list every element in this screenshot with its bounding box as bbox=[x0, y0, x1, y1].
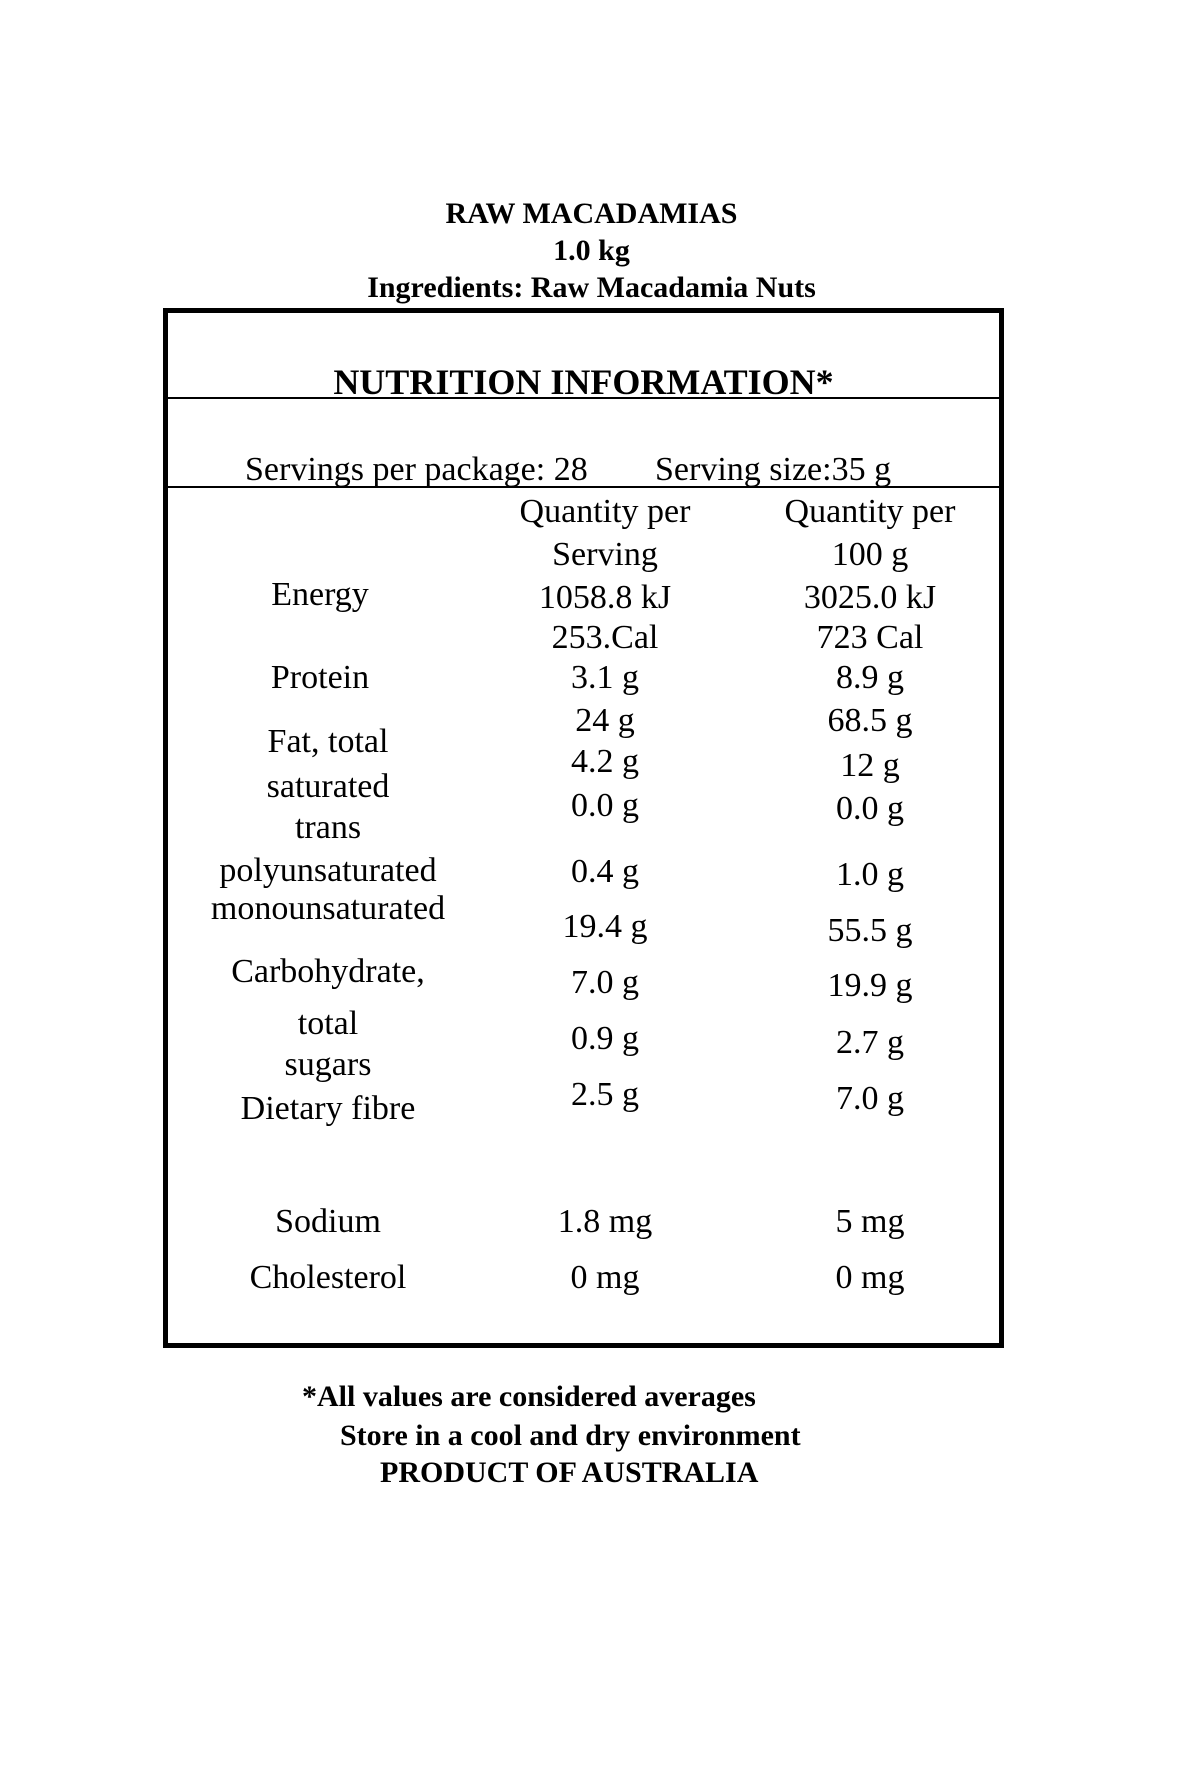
product-weight: 1.0 kg bbox=[553, 234, 630, 267]
fat-total-serving: 24 g bbox=[575, 702, 635, 739]
energy-100g-cal: 723 Cal bbox=[816, 619, 924, 656]
sodium-serving: 1.8 mg bbox=[557, 1203, 653, 1240]
serving-size: Serving size:35 g bbox=[655, 451, 892, 488]
protein-100g: 8.9 g bbox=[836, 659, 904, 696]
protein-serving: 3.1 g bbox=[571, 659, 639, 696]
monounsaturated-serving: 19.4 g bbox=[562, 908, 648, 945]
row-label-polyunsaturated: polyunsaturated bbox=[219, 852, 437, 889]
monounsaturated-100g: 55.5 g bbox=[827, 912, 913, 949]
row-label-dietary-fibre: Dietary fibre bbox=[240, 1090, 416, 1127]
ingredients-line: Ingredients: Raw Macadamia Nuts bbox=[367, 271, 816, 304]
panel-title: NUTRITION INFORMATION* bbox=[333, 362, 834, 402]
country-of-origin: PRODUCT OF AUSTRALIA bbox=[380, 1456, 759, 1489]
row-label-protein: Protein bbox=[270, 659, 370, 696]
sugars-100g: 2.7 g bbox=[836, 1024, 904, 1061]
fibre-serving: 2.5 g bbox=[571, 1076, 639, 1113]
col-header-100g-line2: 100 g bbox=[831, 536, 909, 573]
energy-serving-kj: 1058.8 kJ bbox=[538, 579, 672, 616]
row-label-carbohydrate-total: total bbox=[297, 1005, 359, 1042]
storage-instruction: Store in a cool and dry environment bbox=[340, 1419, 801, 1452]
row-label-saturated: saturated bbox=[266, 768, 390, 805]
row-label-monounsaturated: monounsaturated bbox=[210, 890, 446, 927]
row-label-sodium: Sodium bbox=[275, 1203, 381, 1240]
sugars-serving: 0.9 g bbox=[571, 1020, 639, 1057]
row-label-fat-total: Fat, total bbox=[267, 723, 389, 760]
saturated-serving: 4.2 g bbox=[571, 743, 639, 780]
col-header-100g-line1: Quantity per bbox=[784, 493, 956, 530]
row-label-trans: trans bbox=[294, 809, 362, 846]
polyunsaturated-serving: 0.4 g bbox=[571, 853, 639, 890]
row-label-cholesterol: Cholesterol bbox=[249, 1259, 407, 1296]
trans-serving: 0.0 g bbox=[571, 787, 639, 824]
trans-100g: 0.0 g bbox=[836, 790, 904, 827]
row-label-sugars: sugars bbox=[284, 1046, 372, 1083]
saturated-100g: 12 g bbox=[840, 747, 900, 784]
row-label-energy: Energy bbox=[271, 576, 369, 613]
col-header-serving-line2: Serving bbox=[552, 536, 658, 573]
col-header-serving-line1: Quantity per bbox=[519, 493, 691, 530]
averages-note: *All values are considered averages bbox=[302, 1380, 756, 1413]
carbohydrate-100g: 19.9 g bbox=[827, 967, 913, 1004]
fat-total-100g: 68.5 g bbox=[827, 702, 913, 739]
cholesterol-serving: 0 mg bbox=[570, 1259, 640, 1296]
polyunsaturated-100g: 1.0 g bbox=[836, 856, 904, 893]
servings-per-package: Servings per package: 28 bbox=[245, 451, 588, 488]
carbohydrate-serving: 7.0 g bbox=[571, 964, 639, 1001]
row-label-carbohydrate: Carbohydrate, bbox=[231, 953, 425, 990]
energy-100g-kj: 3025.0 kJ bbox=[803, 579, 937, 616]
fibre-100g: 7.0 g bbox=[836, 1080, 904, 1117]
energy-serving-cal: 253.Cal bbox=[551, 619, 659, 656]
cholesterol-100g: 0 mg bbox=[835, 1259, 905, 1296]
product-name: RAW MACADAMIAS bbox=[445, 197, 738, 230]
sodium-100g: 5 mg bbox=[835, 1203, 905, 1240]
